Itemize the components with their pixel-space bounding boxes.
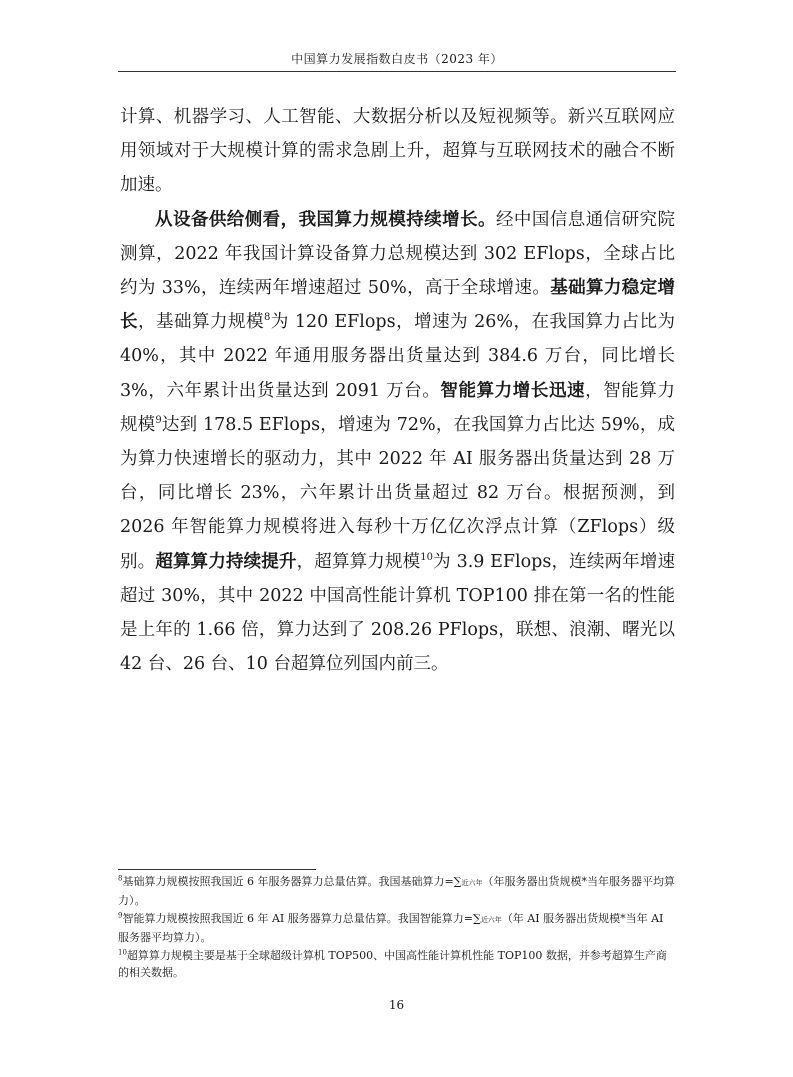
- footnote-text: 超算算力规模主要是基于全球超级计算机 TOP500、中国高性能计算机性能 TOP100 数据，并参考超算生产商的相关数据。: [118, 949, 667, 979]
- text-run: ，超算算力规模: [296, 551, 421, 572]
- footnote-ref-9[interactable]: 9: [155, 415, 162, 426]
- footnote-mark: 10: [118, 948, 127, 957]
- footnote-mark: 8: [118, 874, 123, 883]
- footnote-rule: [118, 869, 316, 870]
- footnote-text: （年 AI 服务器出货规模*当年 AI 服务器平均算力）。: [118, 912, 664, 944]
- running-header: 中国算力发展指数白皮书（2023 年）: [291, 52, 503, 66]
- bold-phrase-supercomputing: 超算算力持续提升: [155, 551, 297, 572]
- header-rule: [118, 71, 676, 72]
- text-run: 达到 178.5 EFlops，增速为 72%，在我国算力占比达 59%，成为算力快速增长的驱动力，其中 2022 年 AI 服务器出货量达到 28 万台，同比增长 23%，六年累计出货量超过 82 万台。根据预测，到 2026 年智能算力规模将进入每秒十万亿亿次浮点计算（ZFlops）级别。: [120, 414, 676, 572]
- footnote-text: 智能算力规模按照我国近 6 年 AI 服务器算力总量估算。我国智能算力=∑: [122, 912, 481, 925]
- paragraph-1: 计算、机器学习、人工智能、大数据分析以及短视频等。新兴互联网应用领域对于大规模计算的需求急剧上升，超算与互联网技术的融合不断加速。: [120, 107, 675, 196]
- footnote-mark: 9: [118, 911, 123, 920]
- bold-phrase-intelligent-compute: 智能算力增长迅速: [440, 380, 586, 401]
- text-run: 经中国信息通信研究院测算，2022 年我国计算设备算力总规模达到 302 EFlops，全球占比约为 33%，连续两年增速超过 50%，高于全球增速。: [120, 209, 676, 299]
- footnote-subscript: 近六年: [461, 879, 483, 887]
- footnote-ref-8[interactable]: 8: [263, 312, 271, 324]
- text-run: 为 3.9 EFlops，连续两年增速超过 30%，其中 2022 中国高性能计算机 TOP100 排在第一名的性能是上年的 1.66 倍，算力达到了 208.26 PFlops，联想、浪潮、曙光以 42 台、26 台、10 台超算位列国内前三。: [120, 551, 675, 675]
- footnote-text: （年服务器出货规模*当年服务器平均算力）。: [118, 875, 676, 907]
- footnote-8: [118, 873, 676, 909]
- body-text: [120, 100, 675, 681]
- text-run: 为 120 EFlops，增速为 26%，在我国算力占比为 40%，其中 2022 年通用服务器出货量达到 384.6 万台，同比增长 3%，六年累计出货量达到 2091 万台。: [120, 312, 676, 401]
- footnote-text: 基础算力规模按照我国近 6 年服务器算力总量估算。我国基础算力=∑: [122, 875, 462, 888]
- paragraph-2: [120, 203, 675, 682]
- bold-phrase-basic-compute: 基础算力稳定增长: [120, 278, 675, 333]
- footnote-9: [118, 910, 676, 946]
- text-run: ，基础算力规模: [138, 312, 264, 333]
- footnotes: [118, 873, 676, 982]
- page-number: 16: [388, 998, 405, 1012]
- text-run: ，智能算力规模: [120, 380, 675, 435]
- bold-lead: 从设备供给侧看，我国算力规模持续增长。: [155, 209, 496, 230]
- footnote-subscript: 近六年: [480, 916, 502, 924]
- footnote-10: [118, 947, 676, 981]
- footnote-ref-10[interactable]: 10: [420, 551, 434, 563]
